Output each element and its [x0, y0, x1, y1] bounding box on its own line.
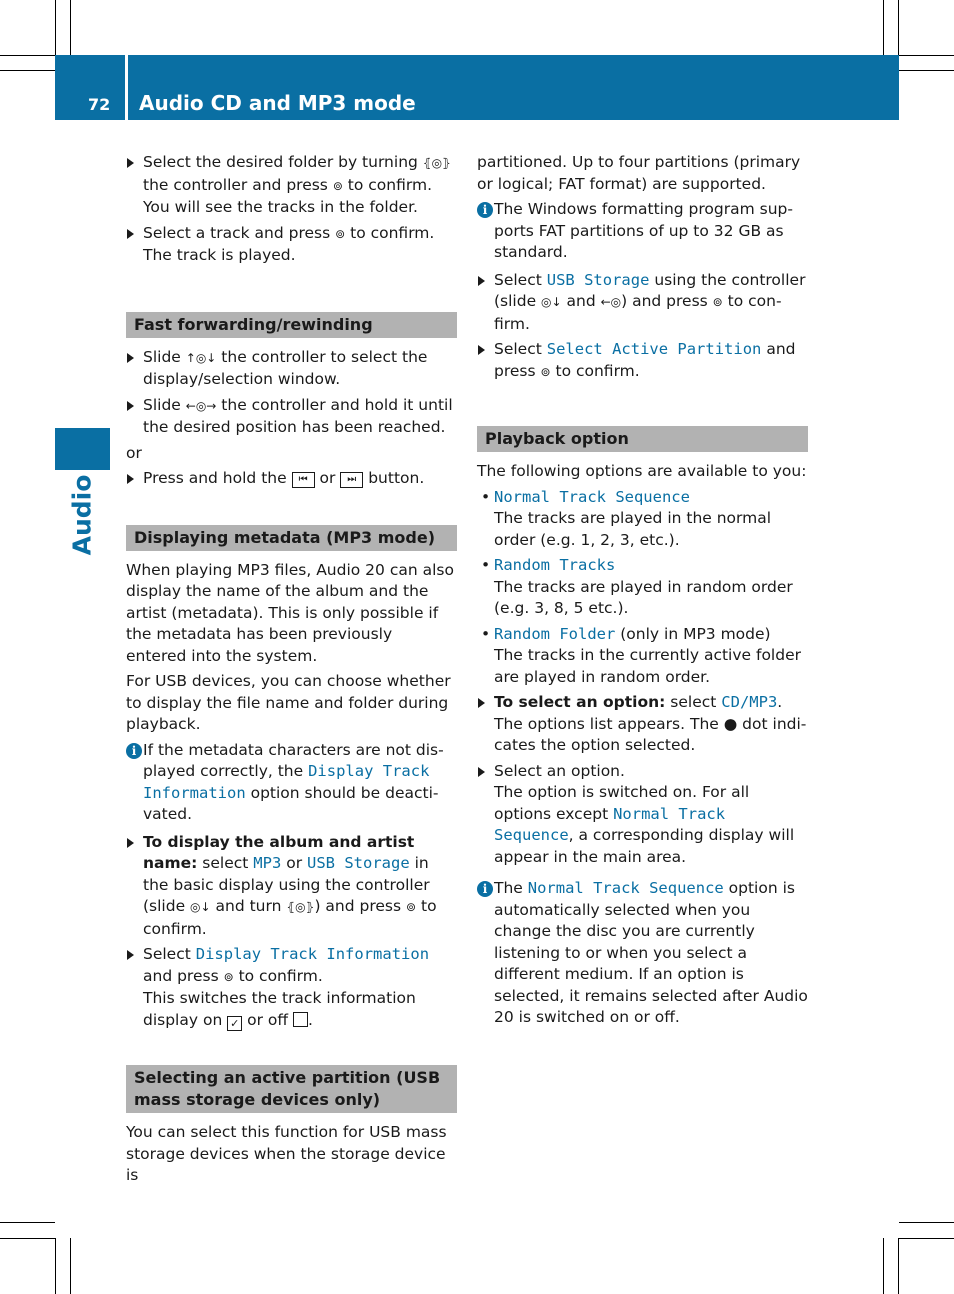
slide-controller-icon: ↑◎↓ — [185, 350, 217, 365]
section-heading: Playback option — [477, 426, 808, 452]
list-item: Select the desired folder by turning ⦃◎⦄ the controller and press ⊚ to confirm. You will see the tracks in the folder. — [126, 152, 457, 219]
step-result: You will see the tracks in the folder. — [143, 198, 418, 216]
step-arrow-icon — [127, 158, 134, 168]
header-divider — [125, 55, 128, 120]
menu-option: USB Storage — [546, 270, 650, 289]
crop-mark — [70, 1238, 71, 1294]
list-item: • Random Tracks The tracks are played in random order (e.g. 3, 8, 5 etc.). — [481, 556, 793, 617]
paragraph: partitioned. Up to four partitions (primary or logical; FAT format) are supported. — [477, 153, 801, 193]
page-header — [55, 55, 899, 120]
crop-mark — [883, 1238, 884, 1294]
step-arrow-icon — [478, 276, 485, 286]
menu-option: USB Storage — [307, 854, 410, 872]
crop-mark — [55, 0, 56, 55]
crop-mark — [0, 1238, 55, 1239]
step-arrow-icon — [127, 353, 134, 363]
list-item: Slide ←◎→ the controller and hold it until the desired position has been reached. — [126, 395, 457, 439]
press-controller-icon: ⊚ — [406, 900, 417, 914]
menu-option: CD/MP3 — [721, 693, 778, 711]
paragraph: When playing MP3 files, Audio 20 can also display the name of the album and the artist (metadata). This is only possible if the metadata has been previously entered into the system. — [126, 560, 454, 665]
press-controller-icon: ⊚ — [540, 364, 551, 379]
menu-option: Display Track Information — [143, 762, 430, 802]
or-text: or — [126, 443, 142, 462]
bullet-icon: • — [481, 556, 491, 574]
rotate-controller-icon: ⦃◎⦄ — [422, 156, 451, 170]
step-arrow-icon — [127, 838, 134, 848]
list-item: Select Select Active Partition and press ⊚ to confirm. — [477, 339, 808, 383]
bullet-icon: • — [481, 487, 491, 506]
crop-mark — [883, 0, 884, 55]
slide-controller-icon: ◎↓ — [190, 900, 211, 914]
list-item: Select an option. The option is switched on. For all options except Normal Track Sequence, a corresponding display will appear in the main area. — [477, 761, 808, 869]
step-arrow-icon — [127, 950, 134, 960]
info-icon: i — [126, 743, 142, 759]
crop-mark — [0, 70, 55, 71]
paragraph: The following options are available to you: — [477, 462, 807, 480]
press-controller-icon: ⊚ — [332, 178, 343, 193]
list-item: Press and hold the ⏮ or ⏭ button. — [126, 468, 457, 490]
step-arrow-icon — [127, 401, 134, 411]
right-column — [477, 152, 808, 1035]
section-heading: Fast forwarding/rewinding — [126, 312, 457, 338]
crop-mark — [899, 55, 954, 56]
section-heading: Selecting an active partition (USB mass storage devices only) — [126, 1065, 457, 1113]
step-arrow-icon — [127, 229, 134, 239]
crop-mark — [898, 0, 899, 55]
crop-mark — [55, 1238, 56, 1294]
paragraph: For USB devices, you can choose whether to display the file name and folder during playback. — [126, 672, 451, 733]
list-item: To display the album and artist name: select MP3 or USB Storage in the basic display using the controller (slide ◎↓ and turn ⦃◎⦄) and press ⊚ to confirm. — [126, 832, 457, 941]
menu-option: Normal Track Sequence — [494, 804, 726, 844]
crop-mark — [899, 1238, 954, 1239]
menu-option: Random Tracks — [494, 556, 616, 574]
info-icon: i — [477, 202, 493, 218]
list-item: • Random Folder (only in MP3 mode) The tracks in the currently active folder are played in random order. — [481, 624, 801, 686]
info-note: i The Normal Track Sequence option is automatically selected when you change the disc you are currently listening to or when you select a different medium. If an option is selected, it remains selected after Audio 20 is switched on or off. — [477, 878, 808, 1029]
list-item: • Normal Track Sequence The tracks are played in the normal order (e.g. 1, 2, 3, etc.). — [481, 487, 772, 549]
info-note: i If the metadata characters are not displayed correctly, the Display Track Information option should be deactivated. — [126, 740, 457, 826]
crop-mark — [0, 1222, 55, 1223]
crop-mark — [898, 1238, 899, 1294]
section-heading: Displaying metadata (MP3 mode) — [126, 525, 457, 551]
bullet-icon: • — [481, 624, 491, 643]
press-controller-icon: ⊚ — [223, 969, 234, 984]
info-note: i The Windows formatting program supports FAT partitions of up to 32 GB as standard. — [477, 199, 808, 264]
menu-option: MP3 — [253, 854, 282, 872]
rotate-controller-icon: ⦃◎⦄ — [286, 900, 315, 914]
crop-mark — [899, 70, 954, 71]
list-item: To select an option: select CD/MP3. The options list appears. The ● dot indicates the option selected. — [477, 692, 808, 757]
press-controller-icon: ⊚ — [712, 295, 723, 309]
info-icon: i — [477, 881, 493, 897]
list-item: Select Display Track Information and press ⊚ to confirm. This switches the track information display on ✓ or off . — [126, 944, 457, 1031]
left-column — [126, 152, 457, 1191]
slide-controller-icon: ←◎ — [600, 295, 622, 309]
page-title: Audio CD and MP3 mode — [139, 91, 416, 115]
skip-back-button-icon: ⏮ — [292, 472, 315, 488]
press-controller-icon: ⊚ — [335, 226, 346, 241]
menu-option: Display Track Information — [195, 945, 430, 963]
list-item: Slide ↑◎↓ the controller to select the display/selection window. — [126, 347, 457, 391]
crop-mark — [0, 55, 55, 56]
skip-forward-button-icon: ⏭ — [340, 472, 363, 488]
checkbox-checked-icon: ✓ — [227, 1016, 242, 1031]
crop-mark — [899, 1222, 954, 1223]
checkbox-unchecked-icon — [293, 1012, 308, 1027]
list-item: Select USB Storage using the controller (slide ◎↓ and ←◎) and press ⊚ to confirm. — [477, 270, 808, 336]
step-arrow-icon — [478, 345, 485, 355]
slide-controller-icon: ◎↓ — [541, 295, 562, 309]
step-result: The track is played. — [143, 246, 296, 264]
page-number: 72 — [88, 95, 111, 114]
step-arrow-icon — [478, 698, 485, 708]
menu-option: Normal Track Sequence — [494, 487, 690, 506]
paragraph: You can select this function for USB mass storage devices when the storage device is — [126, 1123, 447, 1184]
crop-mark — [70, 0, 71, 55]
side-tab-marker — [55, 428, 110, 470]
menu-option: Random Folder — [494, 624, 616, 643]
step-arrow-icon — [127, 474, 134, 484]
side-tab-label: Audio — [67, 474, 97, 556]
menu-option: Select Active Partition — [546, 340, 762, 358]
menu-option: Normal Track Sequence — [527, 879, 724, 897]
list-item: Select a track and press ⊚ to confirm. The track is played. — [126, 223, 457, 267]
slide-controller-icon: ←◎→ — [185, 398, 217, 413]
step-arrow-icon — [478, 767, 485, 777]
